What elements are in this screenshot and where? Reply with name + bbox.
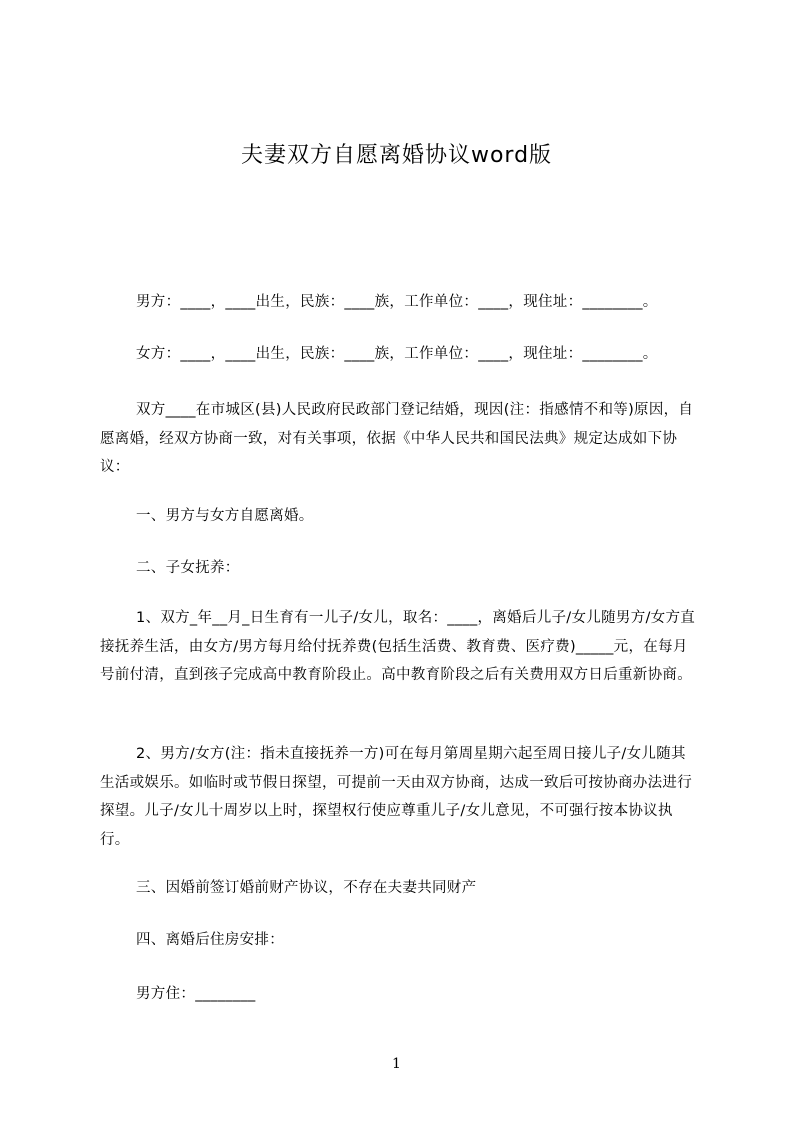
child-support-item-1: 1、双方_年__月_日生育有一儿子/女儿，取名：____，离婚后儿子/女儿随男方/女方直接抚养生活，由女方/男方每月给付抚养费(包括生活费、教育费、医疗费)_____元，在每月号前付清，直到孩子完成高中教育阶段止。高中教育阶段之后有关费用双方日后重新协商。 [100, 610, 696, 683]
male-party-info: 男方：____，____出生，民族：____族，工作单位：____，现住址：________。 [136, 294, 658, 310]
clause-1-divorce: 一、男方与女方自愿离婚。 [136, 508, 314, 524]
male-residence: 男方住：________ [136, 986, 256, 1002]
document-title: 夫妻双方自愿离婚协议word版 [240, 143, 553, 168]
clause-2-heading: 二、子女抚养： [136, 560, 240, 576]
visitation-item-2: 2、男方/女方(注：指未直接抚养一方)可在每月第周星期六起至周日接儿子/女儿随其生活或娱乐。如临时或节假日探望，可提前一天由双方协商，达成一致后可按协商办法进行探望。儿子/女儿十周岁以上时，探望权行使应尊重儿子/女儿意见，不可强行按本协议执行。 [100, 746, 692, 848]
page-number: 1 [392, 1056, 401, 1072]
marriage-statement: 双方____在市城区(县)人民政府民政部门登记结婚，现因(注：指感情不和等)原因，自愿离婚，经双方协商一致，对有关事项，依据《中华人民共和国民法典》规定达成如下协议： [100, 402, 694, 475]
female-party-info: 女方：____，____出生，民族：____族，工作单位：____，现住址：________。 [136, 346, 658, 362]
clause-4-housing: 四、离婚后住房安排： [136, 932, 284, 948]
clause-3-property: 三、因婚前签订婚前财产协议，不存在夫妻共同财产 [136, 880, 477, 896]
